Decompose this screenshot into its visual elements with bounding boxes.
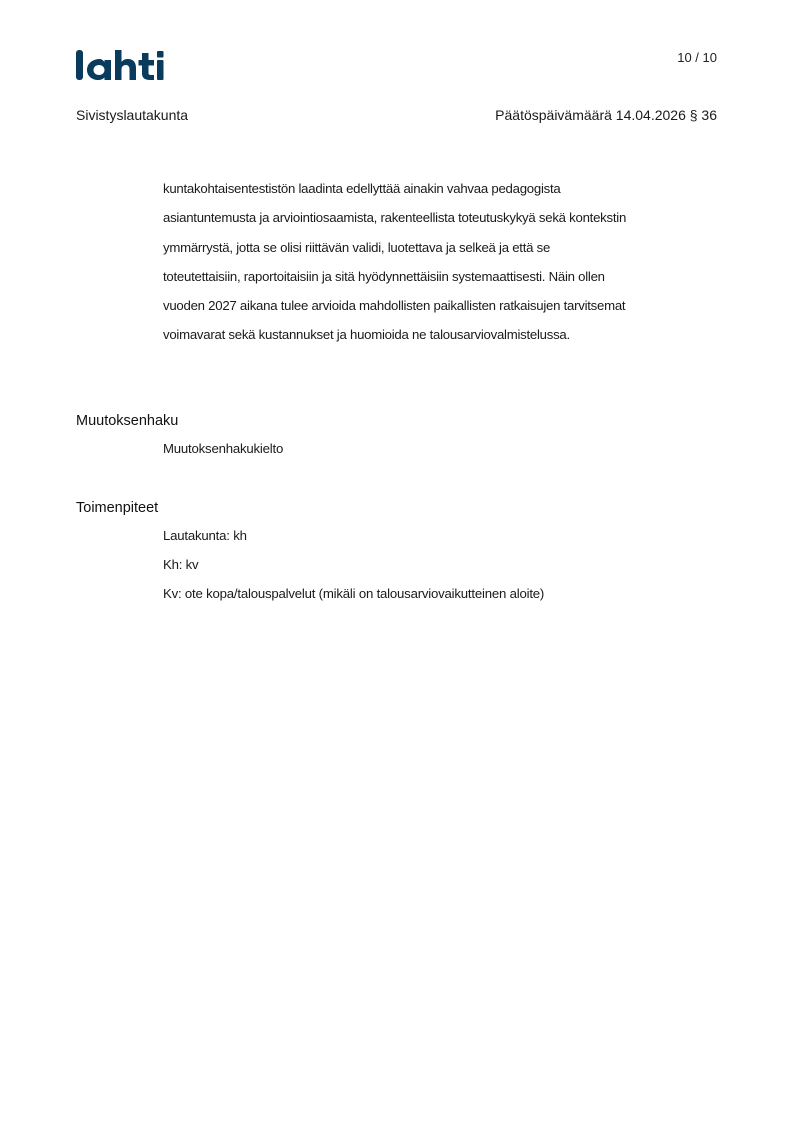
body-line: asiantuntemusta ja arviointiosaamista, rakenteellista toteutuskykyä sekä kontekstin (163, 210, 627, 226)
page-number: 10 / 10 (677, 50, 717, 65)
action-line: Kh: kv (163, 557, 199, 572)
action-line: Kv: ote kopa/talouspalvelut (mikäli on talousarviovaikutteinen aloite) (163, 586, 545, 601)
organization-name: Sivistyslautakunta (76, 107, 189, 123)
body-line: ymmärrystä, jotta se olisi riittävän validi, luotettava ja selkeä ja että se (163, 239, 551, 255)
body-line: voimavarat sekä kustannukset ja huomioida ne talousarviovalmistelussa. (163, 327, 570, 343)
body-line: vuoden 2027 aikana tulee arvioida mahdollisten paikallisten ratkaisujen tarvitsemat (163, 298, 626, 314)
appeal-section (163, 439, 283, 468)
body-line: toteutettaisiin, raportoitaisiin ja sitä hyödynnettäisiin systemaattisesti. Näin ollen (163, 268, 605, 284)
body-line: kuntakohtaisentestistön laadinta edellyttää ainakin vahvaa pedagogista (163, 181, 561, 196)
lahti-logo (76, 48, 168, 82)
actions-heading: Toimenpiteet (76, 500, 159, 516)
lahti-logo-mark (76, 48, 168, 82)
appeal-heading: Muutoksenhaku (76, 413, 179, 429)
appeal-content: Muutoksenhakukielto (163, 441, 284, 456)
body-paragraph (163, 179, 723, 355)
action-line: Lautakunta: kh (163, 528, 247, 543)
decision-date: Päätöspäivämäärä 14.04.2026 § 36 (495, 107, 717, 123)
actions-section (163, 526, 544, 613)
